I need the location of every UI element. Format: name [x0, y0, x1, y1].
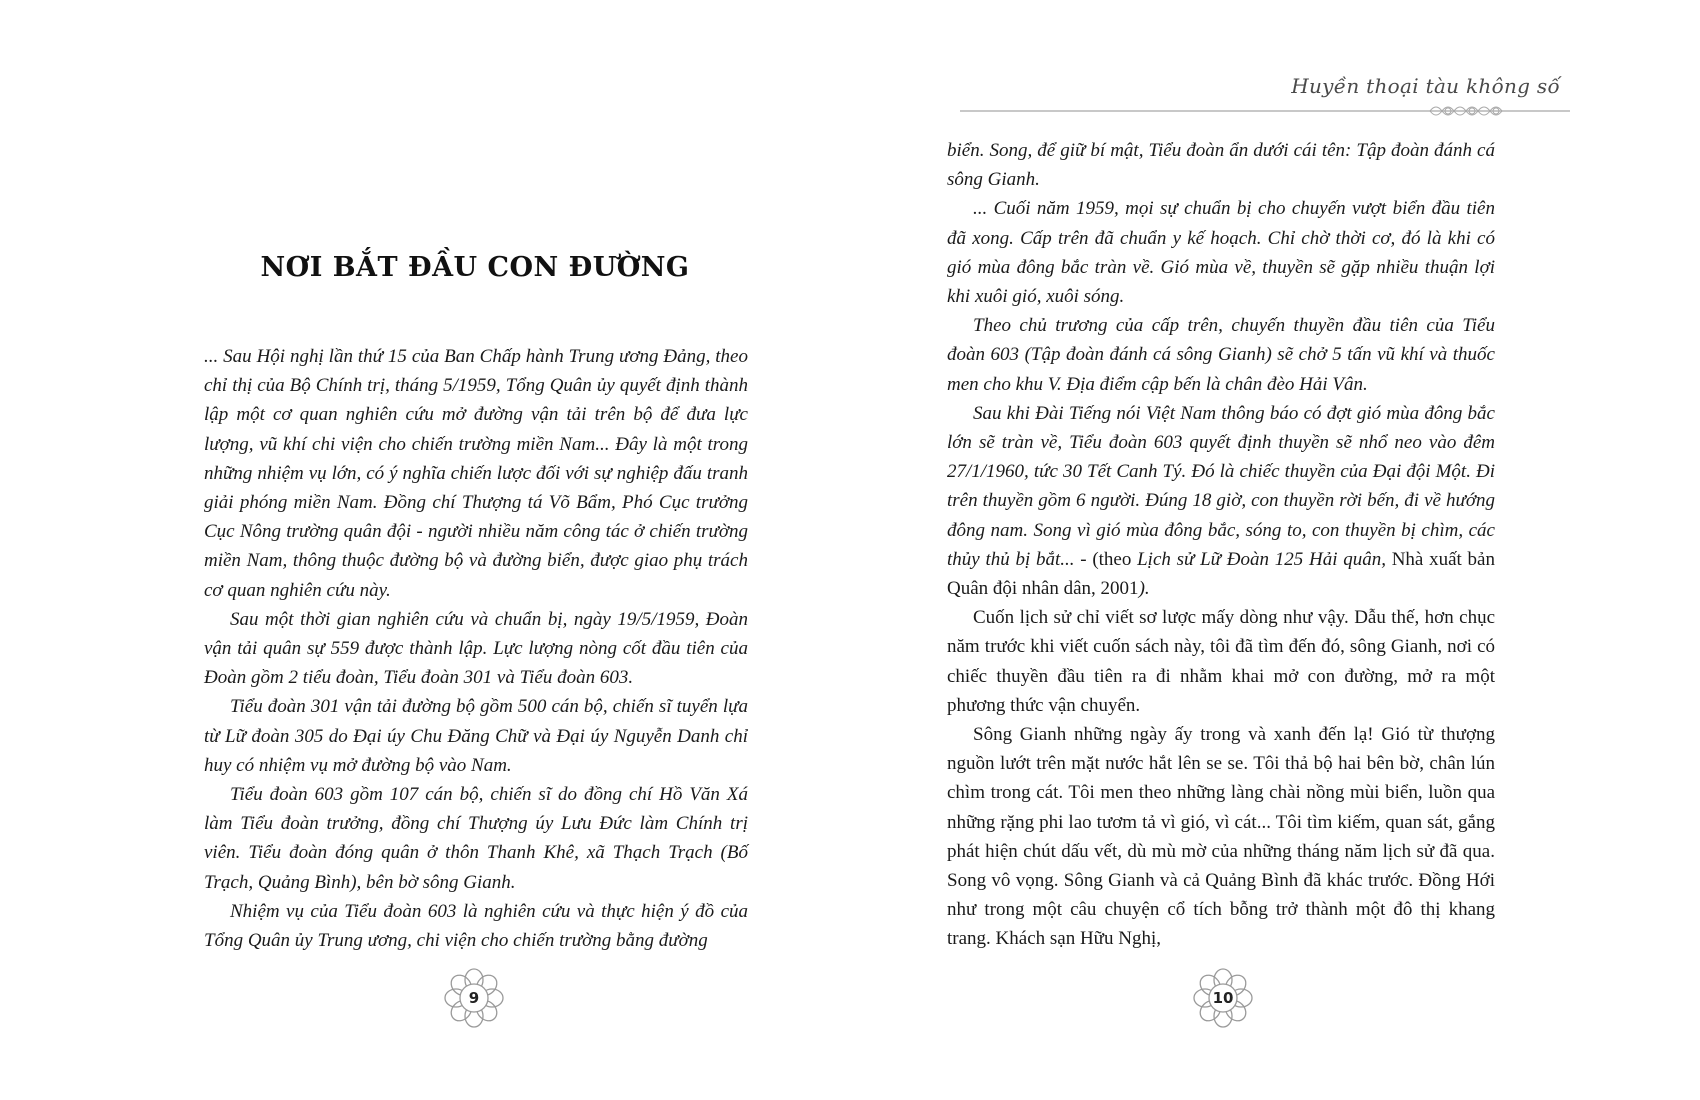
page-number: 9: [468, 989, 480, 1007]
chapter-title: NƠI BẮT ĐẦU CON ĐƯỜNG: [260, 252, 690, 283]
citation-title: Lịch sử Lữ Đoàn 125 Hải quân,: [1137, 548, 1386, 570]
running-header: Huyền thoại tàu không số: [1291, 74, 1560, 98]
paragraph: biển. Song, để giữ bí mật, Tiểu đoàn ẩn dưới cái tên: Tập đoàn đánh cá sông Gianh.: [947, 140, 1495, 191]
header-rule-ornament: [960, 100, 1570, 124]
paragraph: Nhiệm vụ của Tiểu đoàn 603 là nghiên cứu và thực hiện ý đồ của Tổng Quân ủy Trung ương, chi viện cho chiến trường bằng đường: [204, 900, 748, 952]
citation-close: ).: [1138, 578, 1150, 600]
paragraph: Sông Gianh những ngày ấy trong và xanh đến lạ! Gió từ thượng nguồn lướt trên mặt nước hắt lên se se. Tôi thả bộ hai bên bờ, chân lún chìm trong cát. Tôi men theo những làng chài nồng mùi biển, luồn qua những rặng phi lao tươm tả vì gió, vì cát... Tôi tìm kiếm, quan sát, gắng phát hiện chút dấu vết, dù mù mờ của những tháng năm lịch sử đã qua. Song vô vọng. Sông Gianh và cả Quảng Bình đã khác trước. Đồng Hới như trong một câu chuyện cổ tích bỗng trở thành một đô thị khang trang. Khách sạn Hữu Nghị,: [947, 724, 1495, 950]
page-number: 10: [1212, 989, 1234, 1007]
paragraph: [947, 399, 1495, 603]
paragraph: ... Cuối năm 1959, mọi sự chuẩn bị cho chuyến vượt biển đầu tiên đã xong. Cấp trên đã chuẩn y kế hoạch. Chỉ chờ thời cơ, đó là khi có gió mùa đông bắc tràn về. Gió mùa về, thuyền sẽ gặp nhiều thuận lợi khi xuôi gió, xuôi sóng.: [947, 198, 1495, 308]
quote-text: Sau khi Đài Tiếng nói Việt Nam thông báo có đợt gió mùa đông bắc lớn sẽ tràn về, Tiểu đoàn 603 quyết định thuyền sẽ nhổ neo vào đêm 27/1/1960, tức 30 Tết Canh Tý. Đó là chiếc thuyền của Đại đội Một. Đi trên thuyền gồm 6 người. Đúng 18 giờ, con thuyền rời bến, đi về hướng đông nam. Song vì gió mùa đông bắc, sóng to, con thuyền bị chìm, các thủy thủ bị bắt... -: [947, 402, 1495, 570]
paragraph: Tiểu đoàn 301 vận tải đường bộ gồm 500 cán bộ, chiến sĩ tuyển lựa từ Lữ đoàn 305 do Đại úy Chu Đăng Chữ và Đại úy Nguyễn Danh chỉ huy có nhiệm vụ mở đường bộ vào Nam.: [204, 696, 748, 776]
left-body-text: [204, 342, 748, 955]
page-number-ornament: [1191, 966, 1255, 1030]
citation-publisher: Nhà xuất bản Quân đội nhân dân, 2001: [947, 548, 1495, 600]
paragraph: Theo chủ trương của cấp trên, chuyến thuyền đầu tiên của Tiểu đoàn 603 (Tập đoàn đánh cá sông Gianh) sẽ chở 5 tấn vũ khí và thuốc men cho khu V. Địa điểm cập bến là chân đèo Hải Vân.: [947, 315, 1495, 395]
paragraph: Sau một thời gian nghiên cứu và chuẩn bị, ngày 19/5/1959, Đoàn vận tải quân sự 559 được thành lập. Lực lượng nòng cốt đầu tiên của Đoàn gồm 2 tiểu đoàn, Tiểu đoàn 301 và Tiểu đoàn 603.: [204, 608, 748, 689]
right-page: [850, 0, 1700, 1100]
citation-open: (theo: [1086, 548, 1138, 570]
paragraph: ... Sau Hội nghị lần thứ 15 của Ban Chấp hành Trung ương Đảng, theo chỉ thị của Bộ Chính trị, tháng 5/1959, Tổng Quân ủy quyết định thành lập một cơ quan nghiên cứu mở đường vận tải trên bộ để đưa lực lượng, vũ khí chi viện cho chiến trường miền Nam... Đây là một trong những nhiệm vụ lớn, có ý nghĩa chiến lược đối với sự nghiệp đấu tranh giải phóng miền Nam. Đồng chí Thượng tá Võ Bẩm, Phó Cục trưởng Cục Nông trường quân đội - người nhiều năm công tác ở chiến trường miền Nam, thông thuộc đường bộ và đường biển, được giao phụ trách cơ quan nghiên cứu này.: [204, 346, 748, 601]
paragraph: Cuốn lịch sử chỉ viết sơ lược mấy dòng như vậy. Dẫu thế, hơn chục năm trước khi viết cuốn sách này, tôi đã tìm đến đó, sông Gianh, nơi có chiếc thuyền đầu tiên ra đi nhằm khai mở con đường, mở ra một phương thức vận chuyển.: [947, 607, 1495, 716]
right-body-text: [947, 136, 1495, 954]
page-number-ornament: [442, 966, 506, 1030]
paragraph: Tiểu đoàn 603 gồm 107 cán bộ, chiến sĩ do đồng chí Hồ Văn Xá làm Tiểu đoàn trưởng, đồng chí Thượng úy Lưu Đức làm Chính trị viên. Tiểu đoàn đóng quân ở thôn Thanh Khê, xã Thạch Trạch (Bố Trạch, Quảng Bình), bên bờ sông Gianh.: [204, 784, 748, 893]
